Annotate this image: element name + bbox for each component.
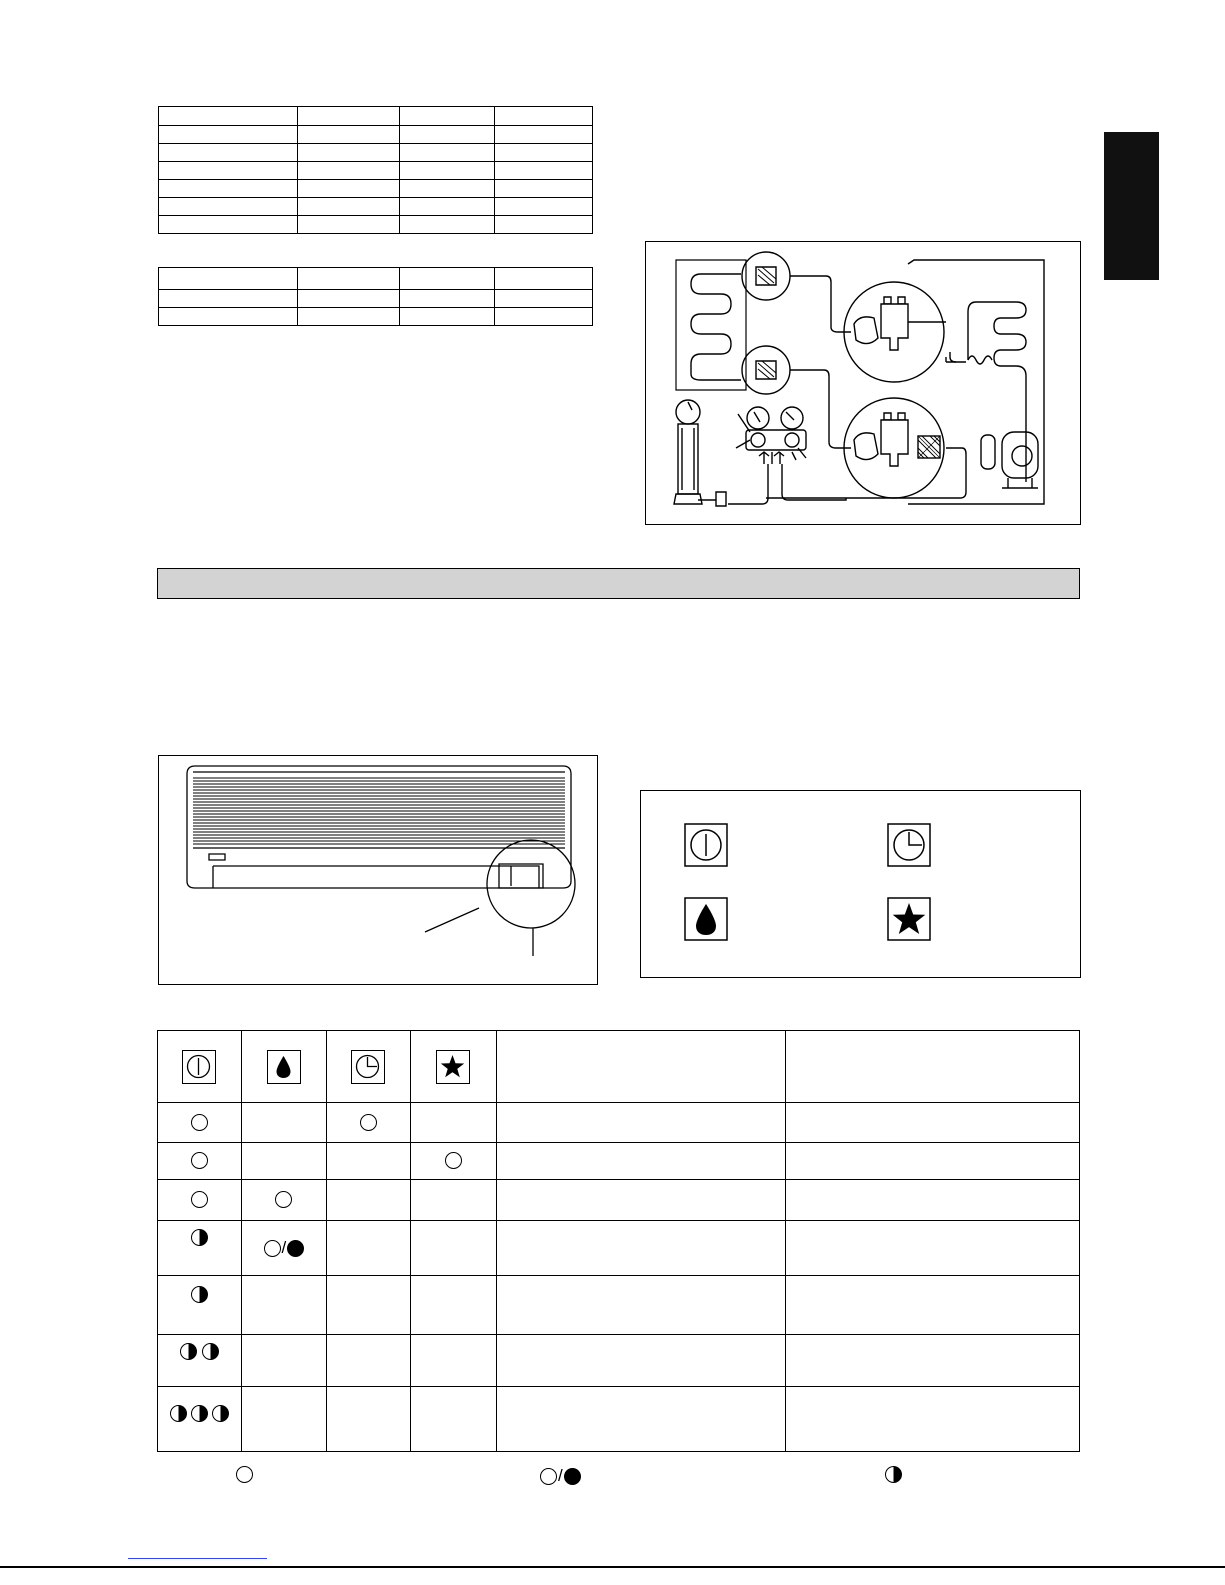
indicator-off-symbol: [191, 1152, 208, 1169]
table-row: [158, 1387, 1080, 1452]
spec-table-2: [158, 267, 593, 326]
indicator-panel: [640, 790, 1081, 978]
section-tab-marker: [1104, 132, 1159, 280]
indicator-flashing-symbol: [180, 1343, 197, 1360]
dry-icon: [684, 897, 728, 946]
legend-on-off: /: [540, 1466, 581, 1486]
indicator-flashing-symbol: [885, 1466, 902, 1483]
indicator-off-symbol: [275, 1191, 292, 1208]
timer-icon: [351, 1050, 385, 1084]
indicator-off-symbol: [540, 1468, 557, 1485]
footer-rule: [0, 1566, 1225, 1568]
table-row: [158, 1335, 1080, 1387]
indicator-flashing-symbol: [191, 1286, 208, 1303]
indicator-flashing-symbol: [191, 1405, 208, 1422]
indicator-on-symbol: [287, 1240, 304, 1257]
indicator-off-symbol: [191, 1114, 208, 1131]
table-row: [158, 1103, 1080, 1143]
indicator-status-table: [157, 1030, 1080, 1452]
table-header-row: [158, 1031, 1080, 1103]
indicator-off-symbol: [445, 1152, 462, 1169]
spec-table-1: [158, 106, 593, 234]
footer-link-underline[interactable]: [128, 1558, 267, 1559]
power-icon: [182, 1050, 216, 1084]
section-heading-bar: [157, 568, 1080, 599]
indicator-flashing-symbol: [202, 1343, 219, 1360]
indicator-off-symbol: [360, 1114, 377, 1131]
indoor-unit-drawing: [159, 756, 599, 986]
table-row: [158, 1143, 1080, 1180]
dry-icon: [267, 1050, 301, 1084]
legend-off: [236, 1466, 253, 1484]
indicator-on-symbol: [564, 1468, 581, 1485]
refrigerant-diagram-drawing: [646, 242, 1082, 526]
refrigerant-diagram: [645, 241, 1081, 525]
timer-icon: [887, 823, 931, 872]
indicator-flashing-symbol: [170, 1405, 187, 1422]
legend-flashing: [885, 1466, 902, 1484]
power-icon: [684, 823, 728, 872]
indicator-off-symbol: [264, 1240, 281, 1257]
indoor-unit-illustration: [158, 755, 598, 985]
indicator-flashing-symbol: [212, 1405, 229, 1422]
indicator-off-symbol: [191, 1191, 208, 1208]
table-row: [158, 1180, 1080, 1221]
table-row: /: [158, 1221, 1080, 1276]
table-row: [158, 1276, 1080, 1335]
star-icon: [436, 1050, 470, 1084]
indicator-off-symbol: [236, 1466, 253, 1483]
star-icon: [887, 897, 931, 946]
indicator-flashing-symbol: [191, 1229, 208, 1246]
